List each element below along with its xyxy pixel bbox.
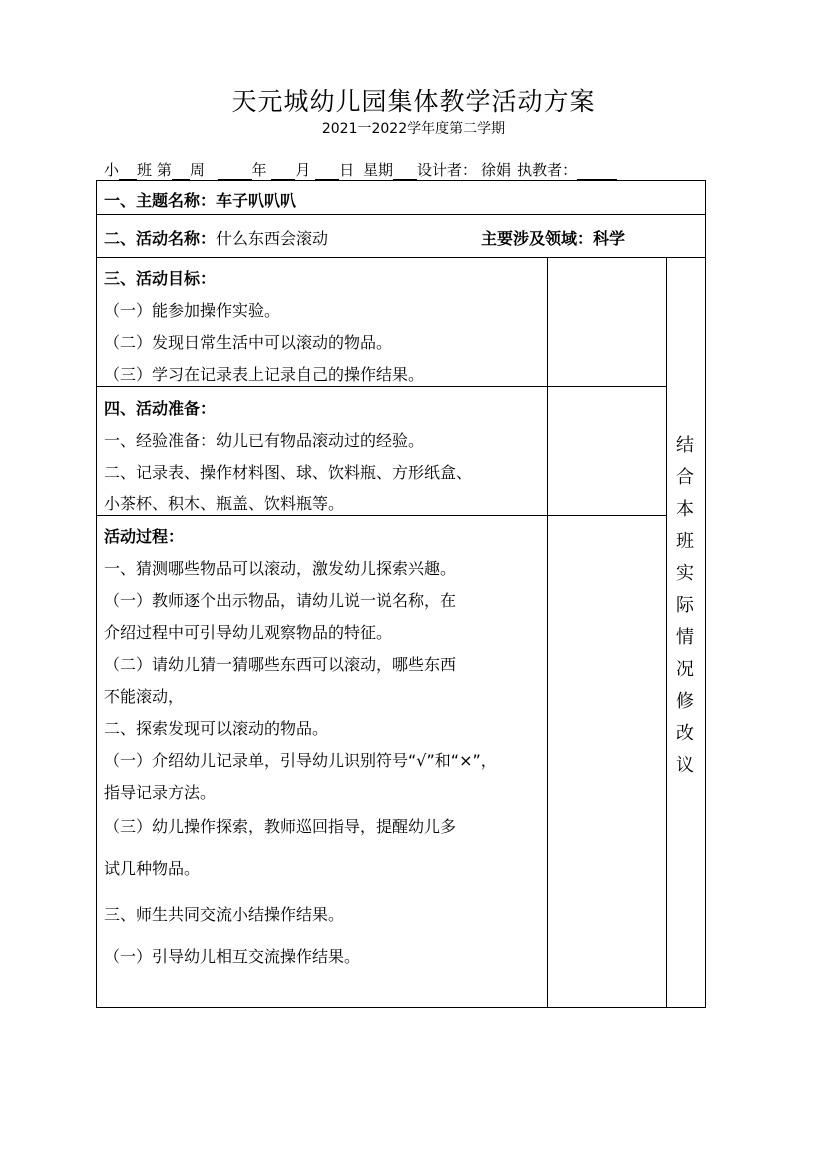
side-note-char: 修 [676, 691, 694, 712]
process-line: 一、猜测哪些物品可以滚动，激发幼儿探索兴趣。 [104, 559, 457, 578]
row-divider [96, 386, 667, 387]
info-line [104, 159, 617, 181]
teacher-label: 执教者： [517, 161, 578, 179]
row-divider [96, 214, 706, 215]
process-line: 二、探索发现可以滚动的物品。 [104, 719, 329, 738]
row-divider [96, 257, 706, 258]
process-heading: 活动过程： [104, 527, 185, 546]
designer-name: 徐娟 [477, 159, 515, 181]
process-line: 三、师生共同交流小结操作结果。 [104, 905, 345, 924]
prep-line: 二、记录表、操作材料图、球、饮料瓶、方形纸盒、 [104, 463, 473, 482]
document-subtitle: 2021一2022学年度第二学期 [321, 121, 506, 137]
side-note-char: 合 [676, 467, 694, 488]
side-note-char: 本 [676, 499, 694, 520]
side-note-char: 情 [676, 627, 694, 648]
side-note-char: 结 [676, 435, 694, 456]
day-label: 日 [339, 161, 355, 179]
weekday-blank [393, 161, 417, 180]
designer-label: 设计者： [417, 161, 478, 179]
side-note-char: 改 [676, 723, 694, 744]
teacher-blank [577, 161, 617, 180]
goal-item: （一）能参加操作实验。 [104, 301, 281, 320]
side-note-char: 际 [676, 595, 694, 616]
month-label: 月 [295, 161, 311, 179]
process-line: （三）幼儿操作探索，教师巡回指导，提醒幼儿多 [104, 817, 457, 836]
day-blank [315, 161, 339, 180]
process-line: 试几种物品。 [104, 859, 201, 878]
process-line: （一）教师逐个出示物品，请幼儿说一说名称，在 [104, 591, 457, 610]
class-blank [119, 161, 137, 180]
weekday-label: 星期 [363, 161, 394, 179]
class-label: 班 [137, 161, 153, 179]
side-note-char: 实 [676, 563, 694, 584]
prep-heading: 四、活动准备： [104, 399, 217, 418]
activity-label: 二、活动名称： [104, 229, 217, 248]
process-line: 不能滚动， [104, 687, 185, 706]
side-note-char: 议 [676, 755, 694, 776]
year-blank [218, 161, 252, 180]
year-label: 年 [251, 161, 267, 179]
process-line: 指导记录方法。 [104, 783, 217, 802]
domain [481, 226, 625, 249]
activity-name [104, 226, 328, 249]
side-note-char: 班 [676, 531, 694, 552]
process-line: 介绍过程中可引导幼儿观察物品的特征。 [104, 623, 393, 642]
prep-line: 一、经验准备：幼儿已有物品滚动过的经验。 [104, 431, 425, 450]
week-blank [172, 161, 190, 180]
week-suffix: 周 [189, 161, 205, 179]
row-divider [96, 515, 667, 516]
goal-item: （三）学习在记录表上记录自己的操作结果。 [104, 365, 425, 384]
month-blank [271, 161, 295, 180]
process-line: （一）介绍幼儿记录单，引导幼儿识别符号“√”和“×”， [104, 751, 497, 770]
class-prefix: 小 [104, 161, 120, 179]
activity-value: 什么东西会滚动 [216, 229, 329, 248]
column-divider [547, 257, 548, 1008]
side-note-char: 况 [676, 659, 694, 680]
domain-value: 科学 [593, 229, 626, 248]
goal-item: （二）发现日常生活中可以滚动的物品。 [104, 333, 393, 352]
process-line: （一）引导幼儿相互交流操作结果。 [104, 947, 361, 966]
domain-label: 主要涉及领域： [481, 229, 594, 248]
goals-heading: 三、活动目标： [104, 269, 217, 288]
process-line: （二）请幼儿猜一猜哪些东西可以滚动，哪些东西 [104, 655, 457, 674]
document-title: 天元城幼儿园集体教学活动方案 [231, 87, 596, 116]
theme-name: 一、主题名称：车子叭叭叭 [104, 191, 297, 210]
week-label: 第 [156, 161, 172, 179]
prep-line: 小茶杯、积木、瓶盖、饮料瓶等。 [104, 494, 345, 513]
side-note-vertical [666, 430, 704, 782]
